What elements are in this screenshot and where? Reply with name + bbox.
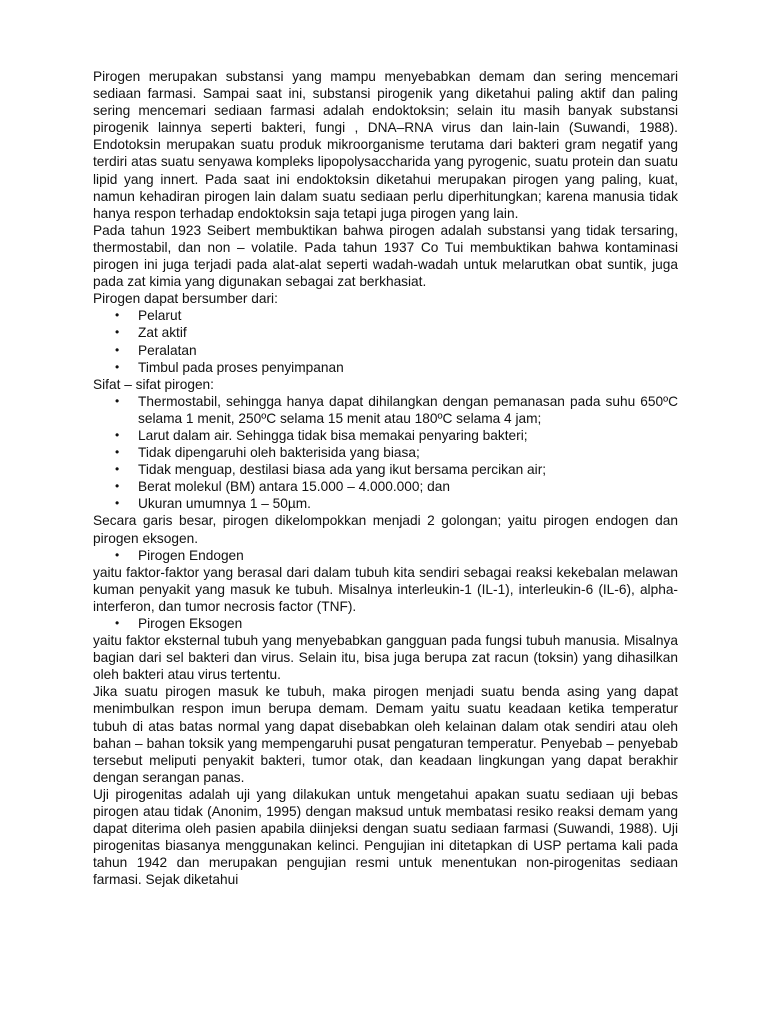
list-item: • Tidak menguap, destilasi biasa ada yang ikut bersama percikan air;	[93, 461, 678, 478]
paragraph-sources-intro: Pirogen dapat bersumber dari:	[93, 291, 278, 307]
paragraph-fever: Jika suatu pirogen masuk ke tubuh, maka pirogen menjadi suatu benda asing yang dapat menimbulkan respon imun berupa demam. Demam yaitu suatu keadaan ketika temperatur tubuh di atas batas normal yang dapat disebabkan oleh kelainan dalam otak sendiri atau oleh bahan – bahan toksik yang mempengaruhi pusat pengaturan temperatur. Penyebab – penyebab tersebut meliputi penyakit bakteri, tumor otak, dan keadaan lingkungan yang dapat berakhir dengan serangan panas.	[93, 684, 678, 785]
list-item: • Thermostabil, sehingga hanya dapat dihilangkan dengan pemanasan pada suhu 650ºC selama 1 menit, 250ºC selama 15 menit atau 180ºC selama 4 jam;	[93, 393, 678, 427]
paragraph-properties-intro: Sifat – sifat pirogen:	[93, 376, 214, 392]
paragraph-eksogen: yaitu faktor eksternal tubuh yang menyebabkan gangguan pada fungsi tubuh manusia. Misalnya bagian dari sel bakteri dan virus. Selain itu, bisa juga berupa zat racun (toksin) yang dihasilkan oleh bakteri atau virus tertentu.	[93, 633, 678, 683]
list-item: • Peralatan	[93, 342, 678, 359]
list-item: • Pelarut	[93, 307, 678, 324]
list-item-eksogen: • Pirogen Eksogen	[93, 615, 678, 632]
list-item: • Berat molekul (BM) antara 15.000 – 4.000.000; dan	[93, 478, 678, 495]
list-item: • Tidak dipengaruhi oleh bakterisida yang biasa;	[93, 444, 678, 461]
properties-list	[93, 393, 678, 513]
list-item: • Zat aktif	[93, 324, 678, 341]
list-item: • Ukuran umumnya 1 – 50µm.	[93, 495, 678, 512]
paragraph-intro: Pirogen merupakan substansi yang mampu menyebabkan demam dan sering mencemari sediaan farmasi. Sampai saat ini, substansi pirogenik yang diketahui paling aktif dan paling sering mencemari sediaan farmasi adalah endoktoksin; selain itu masih banyak substansi pirogenik lainnya seperti bakteri, fungi , DNA–RNA virus dan lain-lain (Suwandi, 1988). Endotoksin merupakan suatu produk mikroorganisme terutama dari bakteri gram negatif yang terdiri atas suatu senyawa kompleks lipopolysaccharida yang pyrogenic, suatu protein dan suatu lipid yang innert. Pada saat ini endoktoksin diketahui merupakan pirogen yang paling, kuat, namun kehadiran pirogen lain dalam suatu sediaan perlu diperhitungkan; karena manusia tidak hanya respon terhadap endoktoksin saja tetapi juga pirogen yang lain.	[93, 69, 678, 221]
paragraph-pyrogen-test: Uji pirogenitas adalah uji yang dilakukan untuk mengetahui apakan suatu sediaan uji bebas pirogen atau tidak (Anonim, 1995) dengan maksud untuk membatasi resiko reaksi demam yang dapat diterima oleh pasien apabila diinjeksi dengan suatu sediaan farmasi (Suwandi, 1988). Uji pirogenitas biasanya menggunakan kelinci. Pengujian ini ditetapkan di USP pertama kali pada tahun 1942 dan merupakan pengujian resmi untuk menentukan non-pirogenitas sediaan farmasi. Sejak diketahui	[93, 786, 678, 888]
list-item: • Larut dalam air. Sehingga tidak bisa memakai penyaring bakteri;	[93, 427, 678, 444]
eksogen-list	[93, 615, 678, 632]
list-item: • Timbul pada proses penyimpanan	[93, 359, 678, 376]
paragraph-history: Pada tahun 1923 Seibert membuktikan bahwa pirogen adalah substansi yang tidak tersaring, thermostabil, dan non – volatile. Pada tahun 1937 Co Tui membuktikan bahwa kontaminasi pirogen ini juga terjadi pada alat-alat seperti wadah-wadah untuk melarutkan obat suntik, juga pada zat kimia yang digunakan sebagai zat berkhasiat.	[93, 222, 678, 290]
paragraph-classification: Secara garis besar, pirogen dikelompokkan menjadi 2 golongan; yaitu pirogen endogen dan pirogen eksogen.	[93, 513, 678, 546]
sources-list	[93, 307, 678, 375]
list-item-endogen: • Pirogen Endogen	[93, 547, 678, 564]
paragraph-endogen: yaitu faktor-faktor yang berasal dari dalam tubuh kita sendiri sebagai reaksi kekebalan melawan kuman penyakit yang masuk ke tubuh. Misalnya interleukin-1 (IL-1), interleukin-6 (IL-6), alpha-interferon, dan tumor necrosis factor (TNF).	[93, 564, 678, 614]
endogen-list	[93, 547, 678, 564]
